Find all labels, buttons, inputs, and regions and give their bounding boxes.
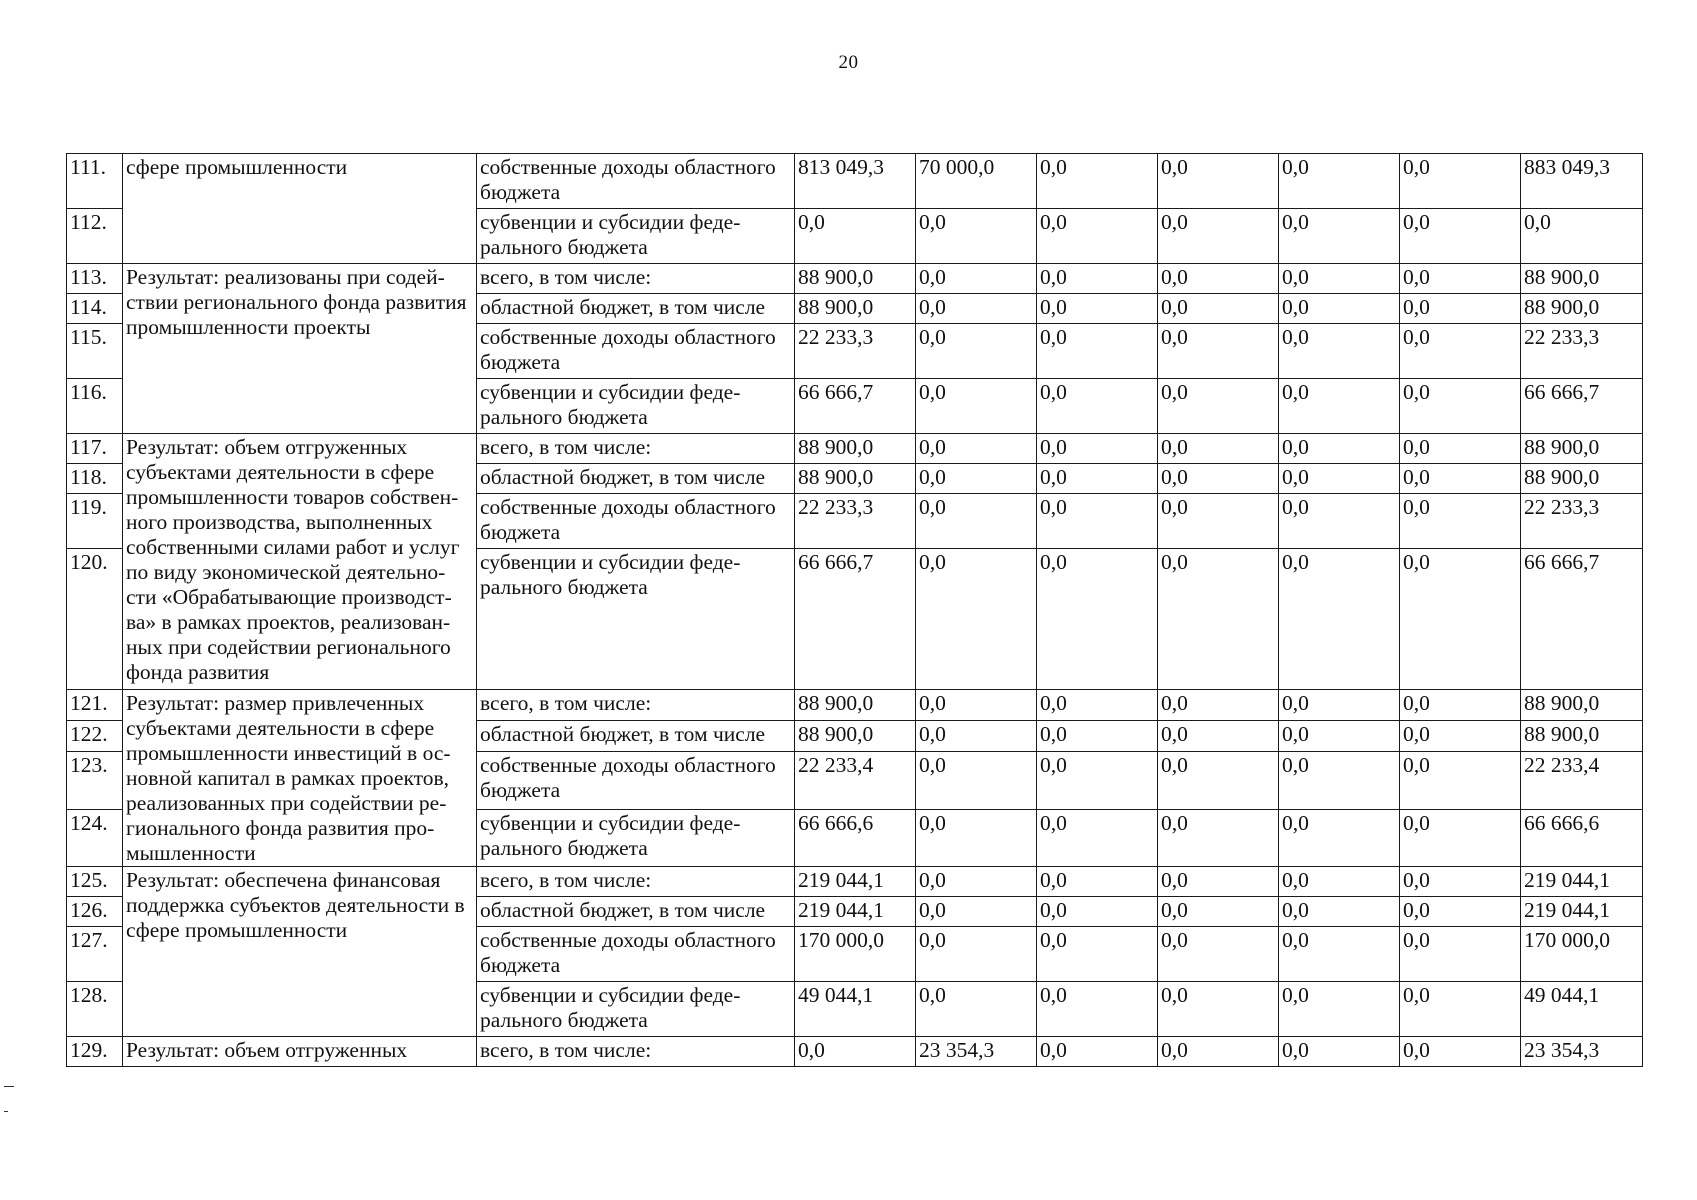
funding-source: субвенции и субсидии феде-рального бюджета	[477, 809, 795, 866]
value-cell: 88 900,0	[795, 464, 916, 494]
value-cell: 0,0	[916, 209, 1037, 264]
budget-table	[66, 153, 1643, 1067]
value-cell: 0,0	[916, 434, 1037, 464]
value-cell: 0,0	[1279, 927, 1400, 982]
funding-source: собственные доходы областного бюджета	[477, 752, 795, 809]
row-number: 115.	[67, 324, 123, 379]
value-cell: 0,0	[916, 752, 1037, 809]
margin-mark	[4, 1111, 8, 1112]
value-total: 66 666,6	[1521, 809, 1643, 866]
row-number: 123.	[67, 752, 123, 809]
value-total: 88 900,0	[1521, 264, 1643, 294]
value-cell: 0,0	[1037, 809, 1158, 866]
value-cell: 88 900,0	[795, 721, 916, 752]
row-number: 112.	[67, 209, 123, 264]
funding-source: областной бюджет, в том числе	[477, 294, 795, 324]
value-cell: 0,0	[916, 549, 1037, 690]
funding-source: собственные доходы областного бюджета	[477, 154, 795, 209]
value-cell: 49 044,1	[795, 982, 916, 1037]
funding-source: собственные доходы областного бюджета	[477, 324, 795, 379]
value-cell: 0,0	[1158, 379, 1279, 434]
value-total: 22 233,3	[1521, 494, 1643, 549]
row-number: 125.	[67, 867, 123, 897]
value-cell: 0,0	[1400, 690, 1521, 721]
row-number: 127.	[67, 927, 123, 982]
value-total: 219 044,1	[1521, 867, 1643, 897]
value-cell: 0,0	[1400, 494, 1521, 549]
value-cell: 0,0	[1037, 379, 1158, 434]
funding-source: всего, в том числе:	[477, 434, 795, 464]
value-cell: 0,0	[1158, 264, 1279, 294]
value-cell: 22 233,3	[795, 324, 916, 379]
row-number: 124.	[67, 809, 123, 866]
value-cell: 0,0	[1400, 379, 1521, 434]
value-cell: 0,0	[1400, 927, 1521, 982]
value-total: 22 233,3	[1521, 324, 1643, 379]
value-total: 219 044,1	[1521, 897, 1643, 927]
value-cell: 0,0	[916, 690, 1037, 721]
value-cell: 0,0	[1158, 1037, 1279, 1067]
value-cell: 0,0	[916, 494, 1037, 549]
value-cell: 0,0	[1037, 1037, 1158, 1067]
result-description: Результат: обеспечена финансовая поддержка субъектов деятельности в сфере промышленности	[123, 867, 477, 1037]
value-cell: 0,0	[1158, 897, 1279, 927]
row-number: 128.	[67, 982, 123, 1037]
value-cell: 0,0	[1279, 867, 1400, 897]
value-cell: 0,0	[1158, 324, 1279, 379]
table-body	[67, 154, 1643, 1067]
value-cell: 88 900,0	[795, 264, 916, 294]
value-cell: 88 900,0	[795, 690, 916, 721]
funding-source: всего, в том числе:	[477, 690, 795, 721]
result-description: Результат: размер привлеченных субъектами деятельности в сфере промышленности инвестиций в ос-новной капитал в рамках проектов, реализованных при содействии ре-гионального фонда развития про-мышленности	[123, 690, 477, 867]
value-cell: 170 000,0	[795, 927, 916, 982]
value-cell: 0,0	[1037, 867, 1158, 897]
value-total: 88 900,0	[1521, 464, 1643, 494]
value-cell: 22 233,3	[795, 494, 916, 549]
value-cell: 0,0	[1037, 721, 1158, 752]
value-cell: 0,0	[1400, 809, 1521, 866]
value-total: 66 666,7	[1521, 379, 1643, 434]
page-number: 20	[838, 52, 859, 73]
value-cell: 0,0	[1037, 927, 1158, 982]
value-cell: 219 044,1	[795, 867, 916, 897]
value-cell: 0,0	[1400, 897, 1521, 927]
value-cell: 0,0	[1279, 690, 1400, 721]
value-cell: 70 000,0	[916, 154, 1037, 209]
funding-source: субвенции и субсидии феде-рального бюджета	[477, 982, 795, 1037]
value-cell: 0,0	[1279, 494, 1400, 549]
row-number: 117.	[67, 434, 123, 464]
value-cell: 0,0	[1279, 897, 1400, 927]
value-cell: 0,0	[1400, 867, 1521, 897]
funding-source: всего, в том числе:	[477, 264, 795, 294]
value-cell: 0,0	[1158, 434, 1279, 464]
value-cell: 0,0	[1158, 867, 1279, 897]
value-cell: 0,0	[1037, 154, 1158, 209]
value-cell: 0,0	[916, 927, 1037, 982]
funding-source: областной бюджет, в том числе	[477, 897, 795, 927]
value-cell: 88 900,0	[795, 434, 916, 464]
value-cell: 0,0	[1279, 464, 1400, 494]
value-cell: 0,0	[1400, 154, 1521, 209]
value-cell: 0,0	[1037, 690, 1158, 721]
value-cell: 0,0	[1158, 294, 1279, 324]
table-row	[67, 1037, 1643, 1067]
value-cell: 0,0	[1279, 324, 1400, 379]
table-row	[67, 434, 1643, 464]
value-cell: 0,0	[1279, 294, 1400, 324]
funding-source: собственные доходы областного бюджета	[477, 494, 795, 549]
value-cell: 88 900,0	[795, 294, 916, 324]
value-total: 88 900,0	[1521, 721, 1643, 752]
value-cell: 0,0	[1158, 721, 1279, 752]
value-cell: 0,0	[1037, 982, 1158, 1037]
value-cell: 0,0	[916, 809, 1037, 866]
value-cell: 0,0	[1158, 927, 1279, 982]
value-cell: 0,0	[1279, 752, 1400, 809]
funding-source: областной бюджет, в том числе	[477, 464, 795, 494]
value-cell: 66 666,6	[795, 809, 916, 866]
value-cell: 0,0	[916, 294, 1037, 324]
row-number: 111.	[67, 154, 123, 209]
value-cell: 0,0	[1400, 752, 1521, 809]
row-number: 113.	[67, 264, 123, 294]
value-cell: 66 666,7	[795, 379, 916, 434]
value-cell: 0,0	[1279, 982, 1400, 1037]
funding-source: субвенции и субсидии феде-рального бюджета	[477, 379, 795, 434]
row-number: 116.	[67, 379, 123, 434]
value-cell: 0,0	[1037, 494, 1158, 549]
row-number: 122.	[67, 721, 123, 752]
value-cell: 0,0	[1037, 897, 1158, 927]
result-description: Результат: объем отгруженных субъектами деятельности в сфере промышленности товаров собствен-ного производства, выполненных собственными силами работ и услуг по виду экономической деятельно-сти «Обрабатывающие производст-ва» в рамках проектов, реализован-ных при содействии регионального фонда развития	[123, 434, 477, 690]
value-cell: 0,0	[1037, 264, 1158, 294]
row-number: 118.	[67, 464, 123, 494]
value-total: 22 233,4	[1521, 752, 1643, 809]
value-cell: 0,0	[1400, 264, 1521, 294]
value-cell: 0,0	[1158, 690, 1279, 721]
value-total: 88 900,0	[1521, 294, 1643, 324]
funding-source: собственные доходы областного бюджета	[477, 927, 795, 982]
value-cell: 66 666,7	[795, 549, 916, 690]
row-number: 119.	[67, 494, 123, 549]
value-cell: 0,0	[1279, 809, 1400, 866]
row-number: 121.	[67, 690, 123, 721]
value-cell: 0,0	[1400, 1037, 1521, 1067]
value-cell: 0,0	[1400, 324, 1521, 379]
value-total: 88 900,0	[1521, 434, 1643, 464]
value-cell: 0,0	[1279, 721, 1400, 752]
value-total: 0,0	[1521, 209, 1643, 264]
value-cell: 22 233,4	[795, 752, 916, 809]
row-number: 126.	[67, 897, 123, 927]
result-description: Результат: объем отгруженных	[123, 1037, 477, 1067]
value-cell: 0,0	[1400, 294, 1521, 324]
value-cell: 0,0	[1279, 434, 1400, 464]
value-cell: 219 044,1	[795, 897, 916, 927]
value-total: 23 354,3	[1521, 1037, 1643, 1067]
value-cell: 0,0	[1037, 294, 1158, 324]
value-cell: 0,0	[1279, 154, 1400, 209]
value-total: 883 049,3	[1521, 154, 1643, 209]
value-cell: 0,0	[916, 264, 1037, 294]
result-description: Результат: реализованы при содей-ствии регионального фонда развития промышленности проекты	[123, 264, 477, 434]
funding-source: субвенции и субсидии феде-рального бюджета	[477, 209, 795, 264]
row-number: 120.	[67, 549, 123, 690]
value-cell: 0,0	[916, 379, 1037, 434]
value-total: 88 900,0	[1521, 690, 1643, 721]
value-total: 170 000,0	[1521, 927, 1643, 982]
value-cell: 0,0	[1400, 209, 1521, 264]
value-cell: 0,0	[1158, 154, 1279, 209]
value-cell: 0,0	[1158, 464, 1279, 494]
value-cell: 0,0	[1158, 209, 1279, 264]
value-cell: 0,0	[795, 1037, 916, 1067]
value-total: 66 666,7	[1521, 549, 1643, 690]
value-cell: 0,0	[1158, 752, 1279, 809]
value-cell: 0,0	[1037, 434, 1158, 464]
row-number: 129.	[67, 1037, 123, 1067]
value-cell: 0,0	[916, 464, 1037, 494]
value-cell: 0,0	[916, 721, 1037, 752]
value-cell: 23 354,3	[916, 1037, 1037, 1067]
value-cell: 0,0	[1279, 549, 1400, 690]
result-description: сфере промышленности	[123, 154, 477, 264]
value-cell: 0,0	[1037, 464, 1158, 494]
table-row	[67, 867, 1643, 897]
table-row	[67, 154, 1643, 209]
value-cell: 0,0	[1037, 324, 1158, 379]
value-cell: 0,0	[1158, 809, 1279, 866]
margin-mark	[4, 1086, 14, 1087]
value-cell: 0,0	[1279, 1037, 1400, 1067]
value-cell: 0,0	[1279, 209, 1400, 264]
value-cell: 0,0	[1158, 549, 1279, 690]
value-cell: 0,0	[1037, 549, 1158, 690]
table-row	[67, 690, 1643, 721]
value-cell: 0,0	[1037, 209, 1158, 264]
value-cell: 0,0	[1279, 264, 1400, 294]
value-cell: 0,0	[795, 209, 916, 264]
value-cell: 813 049,3	[795, 154, 916, 209]
value-cell: 0,0	[916, 867, 1037, 897]
value-total: 49 044,1	[1521, 982, 1643, 1037]
value-cell: 0,0	[1037, 752, 1158, 809]
value-cell: 0,0	[1279, 379, 1400, 434]
value-cell: 0,0	[1400, 721, 1521, 752]
table-row	[67, 264, 1643, 294]
value-cell: 0,0	[1158, 982, 1279, 1037]
value-cell: 0,0	[1400, 549, 1521, 690]
value-cell: 0,0	[1158, 494, 1279, 549]
funding-source: областной бюджет, в том числе	[477, 721, 795, 752]
funding-source: субвенции и субсидии феде-рального бюджета	[477, 549, 795, 690]
funding-source: всего, в том числе:	[477, 1037, 795, 1067]
value-cell: 0,0	[916, 324, 1037, 379]
value-cell: 0,0	[1400, 434, 1521, 464]
value-cell: 0,0	[1400, 464, 1521, 494]
row-number: 114.	[67, 294, 123, 324]
value-cell: 0,0	[1400, 982, 1521, 1037]
value-cell: 0,0	[916, 897, 1037, 927]
value-cell: 0,0	[916, 982, 1037, 1037]
funding-source: всего, в том числе:	[477, 867, 795, 897]
